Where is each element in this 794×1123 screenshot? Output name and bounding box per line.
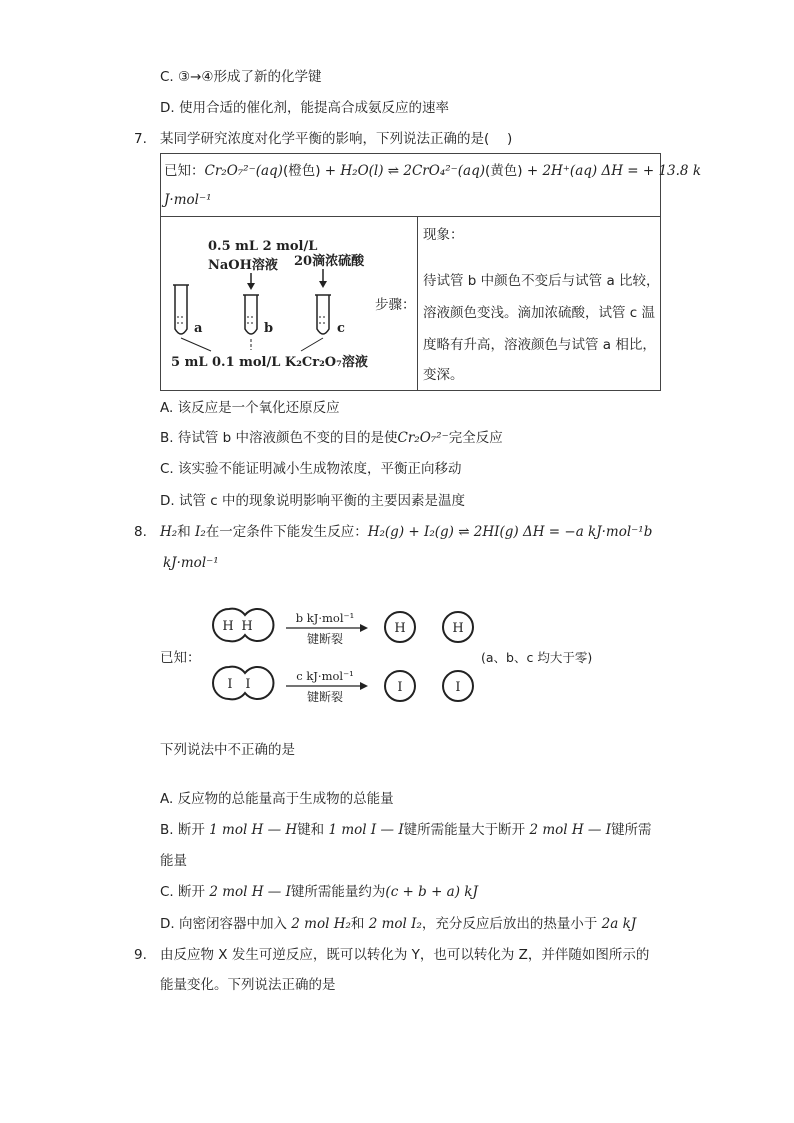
reagent-c: 20滴浓硫酸 [294, 254, 365, 269]
q7-eq-part-c: + 2H⁺(aq) ΔH = + 13.8 k [522, 163, 701, 179]
q8-option-b-text: 键所需能量大于断开 [403, 822, 530, 838]
q8-option-d-text: 和 [350, 916, 369, 932]
q7-option-b-formula: Cr₂O₇²⁻ [397, 430, 449, 446]
q8-given-label: 已知： [160, 650, 201, 666]
q8-option-b-text: 键所需 [611, 822, 652, 838]
q7-option-a: A. 该反应是一个氧化还原反应 [160, 400, 340, 416]
h2-atom-2: H [241, 619, 253, 634]
tube-b [245, 295, 257, 334]
h-break-label: 键断裂 [306, 632, 344, 646]
tube-c-label: c [337, 321, 345, 336]
q9-line2: 能量变化。下列说法正确的是 [160, 977, 336, 993]
q7-figure-cell [161, 217, 418, 391]
q7-obs-line: 溶液颜色变浅。滴加浓硫酸，试管 c 温 [423, 305, 656, 321]
q8-option-d-formula: 2 mol I₂ [368, 916, 422, 932]
q8-stem-mid: 在一定条件下能发生反应： [205, 524, 368, 540]
q7-observation-cell [418, 217, 661, 391]
tube-b-label: b [264, 321, 274, 336]
q7-table [160, 153, 701, 391]
q8-number: 8. [134, 524, 147, 540]
q7-obs-line: 变深。 [423, 367, 464, 383]
i2-atom-2: I [245, 677, 251, 692]
q8-option-d [160, 914, 636, 934]
i-atom-product-1: I [397, 680, 403, 695]
tube-c [317, 295, 329, 334]
q8-option-b-formula: 1 mol H — H [209, 822, 298, 838]
q7-color-a: (橙色) [282, 163, 321, 179]
q7-option-b-post: 完全反应 [448, 430, 503, 446]
q7-given-label: 已知： [164, 163, 205, 179]
q8-bond-diagram [208, 604, 488, 704]
q8-note: (a、b、c 均大于零) [481, 650, 593, 665]
q8-option-b [160, 820, 652, 840]
q8-option-c-formula: (c + b + a) kJ [385, 884, 478, 900]
q8-option-b-text: B. 断开 [160, 822, 210, 838]
i-energy-label: c kJ·mol⁻¹ [296, 669, 354, 683]
q8-option-c-text: 键所需能量约为 [290, 884, 386, 900]
q7-obs-line: 待试管 b 中颜色不变后与试管 a 比较， [423, 273, 660, 289]
q7-eq-part-a: Cr₂O₇²⁻(aq) [204, 163, 283, 179]
q8-stem-equation: H₂(g) + I₂(g) ⇌ 2HI(g) ΔH = −a kJ·mol⁻¹b [367, 524, 653, 540]
h2-atom-1: H [222, 619, 234, 634]
q8-option-b-text: 键和 [297, 822, 329, 838]
q8-stem-unit: kJ·mol⁻¹ [163, 555, 219, 571]
reagent-b-line2: NaOH溶液 [208, 258, 278, 273]
q8-stem-i2: I₂ [194, 524, 206, 540]
q7-option-b [160, 428, 503, 448]
q8-stem-and: 和 [177, 524, 195, 540]
q9-number: 9. [134, 947, 147, 963]
arrow-c-head [319, 281, 327, 288]
arrow-b-head [247, 283, 255, 290]
tube-a-label: a [194, 321, 203, 336]
q7-obs-line: 度略有升高，溶液颜色与试管 a 相比， [423, 337, 656, 353]
q8-option-b-formula: 2 mol H — I [529, 822, 612, 838]
solution-label: 5 mL 0.1 mol/L K₂Cr₂O₇溶液 [171, 355, 368, 370]
q7-number: 7. [134, 131, 147, 147]
q7-given-equation [164, 161, 701, 181]
q8-option-a: A. 反应物的总能量高于生成物的总能量 [160, 791, 394, 807]
q8-option-d-formula: 2 mol H₂ [291, 916, 351, 932]
tube-a [175, 285, 187, 334]
q6-option-c: C. ③→④形成了新的化学键 [160, 69, 322, 85]
pointer-c [301, 338, 323, 351]
q8-question: 下列说法中不正确的是 [160, 742, 295, 758]
q8-option-c [160, 882, 478, 902]
q8-stem [160, 522, 652, 542]
i-break-label: 键断裂 [306, 690, 344, 704]
i-arrow-head [360, 682, 368, 690]
i-atom-product-2: I [455, 680, 461, 695]
q7-obs-label: 现象： [423, 227, 464, 243]
q8-option-c-formula: 2 mol H — I [209, 884, 291, 900]
q8-stem-h2: H₂ [160, 524, 178, 540]
q8-option-b-continued: 能量 [160, 853, 187, 869]
q7-option-d: D. 试管 c 中的现象说明影响平衡的主要因素是温度 [160, 493, 465, 509]
q7-eq-part-b: + H₂O(l) ⇌ 2CrO₄²⁻(aq) [320, 163, 485, 179]
q8-option-d-formula: 2a kJ [601, 916, 637, 932]
q7-step-label: 步骤： [375, 297, 416, 313]
i2-atom-1: I [227, 677, 233, 692]
q8-option-c-text: C. 断开 [160, 884, 210, 900]
q7-given-cell [161, 154, 701, 217]
h-atom-product-2: H [452, 621, 464, 636]
h-energy-label: b kJ·mol⁻¹ [295, 611, 355, 625]
q7-option-b-pre: B. 待试管 b 中溶液颜色不变的目的是使 [160, 430, 398, 446]
q8-option-d-text: D. 向密闭容器中加入 [160, 916, 292, 932]
q8-option-d-text: ，充分反应后放出的热量小于 [421, 916, 602, 932]
q7-given-unit: J·mol⁻¹ [164, 192, 212, 208]
q7-color-b: (黄色) [485, 163, 523, 179]
i2-molecule [213, 667, 273, 700]
reagent-b-line1: 0.5 mL 2 mol/L [208, 239, 318, 254]
h-atom-product-1: H [394, 621, 406, 636]
q7-option-c: C. 该实验不能证明减小生成物浓度，平衡正向移动 [160, 461, 462, 477]
pointer-a [181, 338, 211, 351]
h-arrow-head [360, 624, 368, 632]
q8-option-b-formula: 1 mol I — I [328, 822, 404, 838]
q6-option-d: D. 使用合适的催化剂，能提高合成氨反应的速率 [160, 100, 449, 116]
q9-line1: 由反应物 X 发生可逆反应，既可以转化为 Y，也可以转化为 Z，并伴随如图所示的 [160, 947, 650, 963]
q7-stem: 某同学研究浓度对化学平衡的影响，下列说法正确的是( ) [160, 131, 513, 147]
